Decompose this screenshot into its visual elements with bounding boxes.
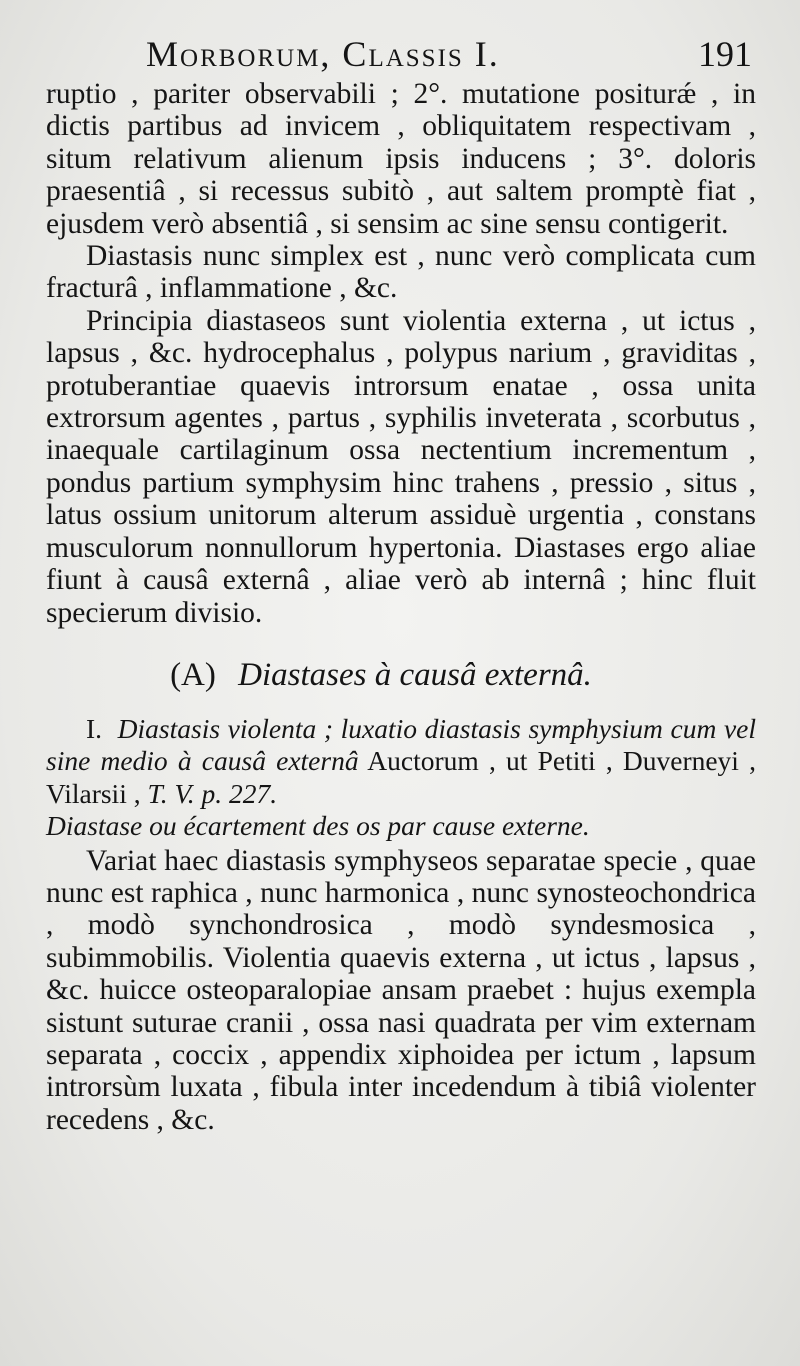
paragraph-continuation: ruptio , pariter observabili ; 2°. mutatione positurǽ , in dictis partibus ad invicem , obliquitatem respectivam , situm relativum alienum ipsis inducens ; 3°. doloris praesentiâ , si recessus subitò , aut saltem promptè fiat , ejusdem verò absentiâ , si sensim ac sine sensu contigerit. [46, 78, 756, 240]
species-authors: Auctorum , ut Petiti , Duverneyi , Vilarsii , [46, 745, 756, 809]
species-reference-page: 227. [228, 777, 278, 809]
paragraph-diastasis-types: Diastasis nunc simplex est , nunc verò complicata cum fracturâ , inflammatione , &c. [46, 240, 756, 305]
page-number: 191 [698, 34, 752, 74]
paragraph-principia: Principia diastaseos sunt violentia externa , ut ictus , lapsus , &c. hydrocephalus , polypus narium , graviditas , protuberantiae quaevis introrsum enatae , ossa unita extrorsum agentes , partus , syphilis inveterata , scorbutus , inaequale cartilaginum ossa nectentium incrementum , pondus partium symphysim hinc trahens , pressio , situs , latus ossium unitorum alterum assiduè urgentia , constans musculorum nonnullorum hypertonia. Diastases ergo aliae fiunt à causâ externâ , aliae verò ab internâ ; hinc fluit specierum divisio. [46, 304, 756, 629]
species-name: Diastasis violenta ; luxatio diastasis symphysium cum vel sine medio à causâ externâ [46, 712, 756, 777]
section-heading [46, 655, 756, 695]
body-text [46, 78, 756, 629]
body-text-lower [46, 845, 756, 1137]
page-header [46, 34, 756, 78]
section-letter: (A) [170, 656, 216, 693]
french-name: Diastase ou écartement des os par cause externe. [46, 810, 590, 842]
section-title: Diastases à causâ externâ. [238, 656, 592, 693]
running-title: Morborum, Classis I. [146, 34, 500, 74]
species-entry [46, 713, 756, 810]
species-number: I. [86, 712, 103, 744]
species-reference: T. V. p. [147, 777, 223, 809]
paragraph-variat: Variat haec diastasis symphyseos separatae specie , quae nunc est raphica , nunc harmonica , nunc synosteochondrica , modò synchondrosica , modò syndesmosica , subimmobilis. Violentia quaevis externa , ut ictus , lapsus , &c. huicce osteoparalopiae ansam praebet : hujus exempla sistunt suturae cranii , ossa nasi quadrata per vim externam separata , coccix , appendix xiphoidea per ictum , lapsum introrsùm luxata , fibula inter incedendum à tibiâ violenter recedens , &c. [46, 844, 756, 1136]
